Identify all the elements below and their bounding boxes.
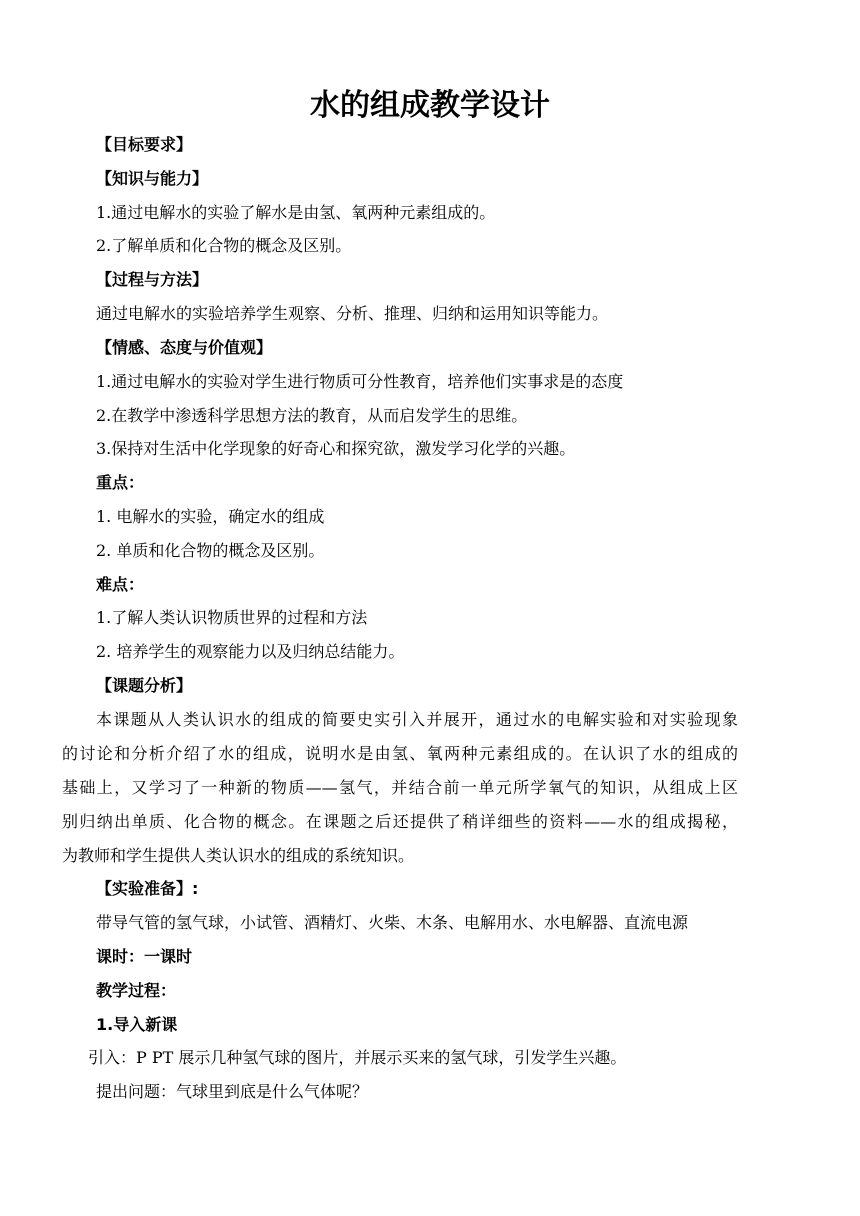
analysis-line-2: 的讨论和分析介绍了水的组成，说明水是由氢、氧两种元素组成的。在认识了水的组成的 [62, 744, 738, 763]
heading-objectives: 【目标要求】 [96, 135, 193, 154]
knowledge-item-1: 1.通过电解水的实验了解水是由氢、氧两种元素组成的。 [96, 203, 496, 222]
emotion-item-2: 2.在教学中渗透科学思想方法的教育，从而启发学生的思维。 [96, 406, 528, 425]
analysis-line-1: 本课题从人类认识水的组成的简要史实引入并展开，通过水的电解实验和对实验现象 [96, 710, 738, 729]
heading-key-points: 重点： [96, 473, 145, 492]
analysis-line-4: 别归纳出单质、化合物的概念。在课题之后还提供了稍详细些的资料——水的组成揭秘， [62, 812, 738, 831]
introduction-text: 引入：P PT 展示几种氢气球的图片，并展示买来的氢气球，引发学生兴趣。 [88, 1048, 627, 1067]
analysis-line-5: 为教师和学生提供人类认识水的组成的系统知识。 [62, 846, 415, 865]
document-title: 水的组成教学设计 [310, 88, 550, 123]
key-point-2: 2. 单质和化合物的概念及区别。 [96, 541, 325, 560]
difficulty-1: 1.了解人类认识物质世界的过程和方法 [96, 608, 368, 627]
process-method-text: 通过电解水的实验培养学生观察、分析、推理、归纳和运用知识等能力。 [96, 304, 609, 323]
heading-experiment-prep: 【实验准备】: [96, 879, 199, 898]
emotion-item-3: 3.保持对生活中化学现象的好奇心和探究欲，激发学习化学的兴趣。 [96, 439, 576, 458]
heading-topic-analysis: 【课题分析】 [96, 676, 193, 695]
heading-difficulties: 难点： [96, 575, 145, 594]
knowledge-item-2: 2.了解单质和化合物的概念及区别。 [96, 236, 352, 255]
experiment-materials: 带导气管的氢气球，小试管、酒精灯、火柴、木条、电解用水、水电解器、直流电源 [96, 913, 689, 932]
heading-knowledge-ability: 【知识与能力】 [96, 169, 209, 188]
heading-teaching-process: 教学过程： [96, 981, 177, 1000]
heading-introduction: 1.导入新课 [96, 1015, 178, 1034]
analysis-line-3: 基础上，又学习了一种新的物质——氢气，并结合前一单元所学氧气的知识，从组成上区 [62, 778, 738, 797]
difficulty-2: 2. 培养学生的观察能力以及归纳总结能力。 [96, 642, 405, 661]
emotion-item-1: 1.通过电解水的实验对学生进行物质可分性教育，培养他们实事求是的态度 [96, 372, 624, 391]
heading-emotion-values: 【情感、态度与价值观】 [96, 338, 273, 357]
key-point-1: 1. 电解水的实验，确定水的组成 [96, 507, 325, 526]
heading-process-method: 【过程与方法】 [96, 270, 209, 289]
question-text: 提出问题：气球里到底是什么气体呢？ [96, 1082, 369, 1101]
class-hours: 课时：一课时 [96, 947, 193, 966]
